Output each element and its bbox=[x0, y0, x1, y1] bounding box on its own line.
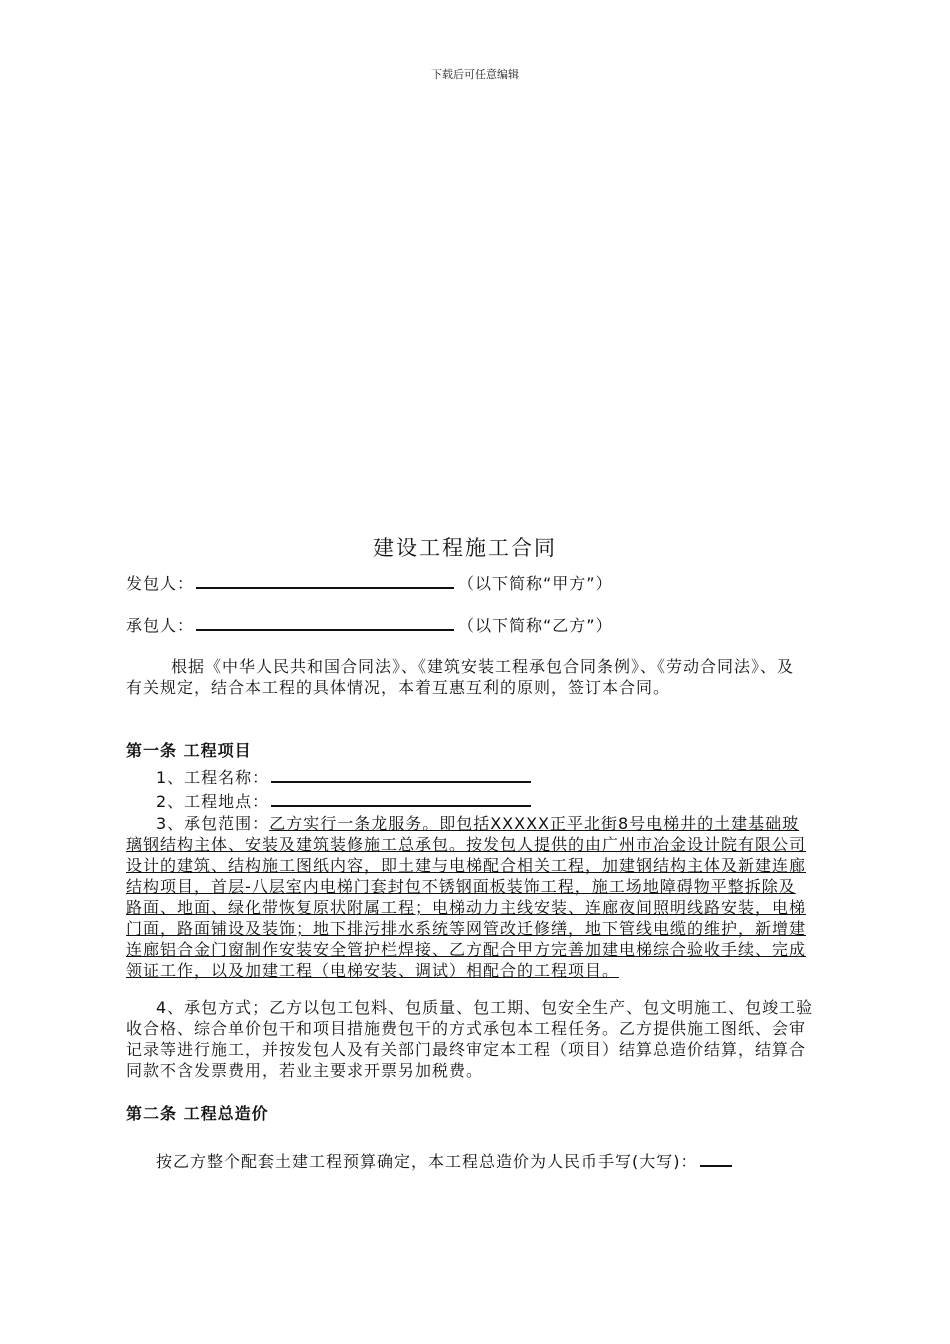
intro-paragraph: 根据《中华人民共和国合同法》、《建筑安装工程承包合同条例》、《劳动合同法》、及有关规定，结合本工程的具体情况，本着互惠互利的原则，签订本合同。 bbox=[126, 657, 795, 697]
project-location-blank bbox=[271, 804, 531, 807]
total-price-blank bbox=[700, 1164, 732, 1167]
party-b-blank bbox=[196, 628, 454, 631]
party-a-line bbox=[126, 571, 613, 594]
project-name-blank bbox=[271, 780, 531, 783]
party-b-suffix: （以下简称“乙方”） bbox=[458, 616, 613, 635]
party-a-label: 发包人： bbox=[126, 574, 195, 593]
document-title: 建设工程施工合同 bbox=[373, 536, 557, 560]
section2-heading: 第二条 工程总造价 bbox=[126, 1104, 269, 1123]
contract-scope-paragraph bbox=[126, 813, 806, 981]
project-location-label: 2、工程地点： bbox=[156, 792, 270, 811]
project-name-label: 1、工程名称： bbox=[156, 768, 270, 787]
contract-scope-text: 乙方实行一条龙服务。即包括XXXXX正平北街8号电梯井的土建基础玻璃钢结构主体、安装及建筑装修施工总承包。按发包人提供的由广州市冶金设计院有限公司设计的建筑、结构施工图纸内容，即土建与电梯配合相关工程，加建钢结构主体及新建连廊结构项目，首层-八层室内电梯门套封包不锈钢面板装饰工程，施工场地障碍物平整拆除及路面、地面、绿化带恢复原状附属工程；电梯动力主线安装、连廊夜间照明线路安装，电梯门面，路面铺设及装饰；地下排污排水系统等网管改迁修缮，地下管线电缆的维护，新增建连廊铝合金门窗制作安装安全管护栏焊接、乙方配合甲方完善加建电梯综合验收手续、完成领证工作，以及加建工程（电梯安装、调试）相配合的工程项目。 bbox=[126, 814, 807, 980]
party-b-line bbox=[126, 613, 613, 636]
party-b-label: 承包人： bbox=[126, 616, 195, 635]
section1-heading: 第一条 工程项目 bbox=[126, 741, 252, 760]
party-a-suffix: （以下简称“甲方”） bbox=[458, 574, 613, 593]
header-note: 下载后可任意编辑 bbox=[431, 68, 519, 81]
total-price-text: 按乙方整个配套土建工程预算确定，本工程总造价为人民币手写(大写)： bbox=[156, 1152, 698, 1171]
party-a-blank bbox=[196, 586, 454, 589]
project-location-line bbox=[156, 789, 531, 812]
contract-mode-paragraph: 4、承包方式；乙方以包工包料、包质量、包工期、包安全生产、包文明施工、包竣工验收合格、综合单价包干和项目措施费包干的方式承包本工程任务。乙方提供施工图纸、会审记录等进行施工，并按发包人及有关部门最终审定本工程（项目）结算总造价结算，结算合同款不含发票费用，若业主要求开票另加税费。 bbox=[126, 998, 814, 1080]
total-price-line bbox=[156, 1149, 732, 1172]
contract-scope-label: 3、承包范围： bbox=[156, 814, 270, 833]
project-name-line bbox=[156, 765, 531, 788]
